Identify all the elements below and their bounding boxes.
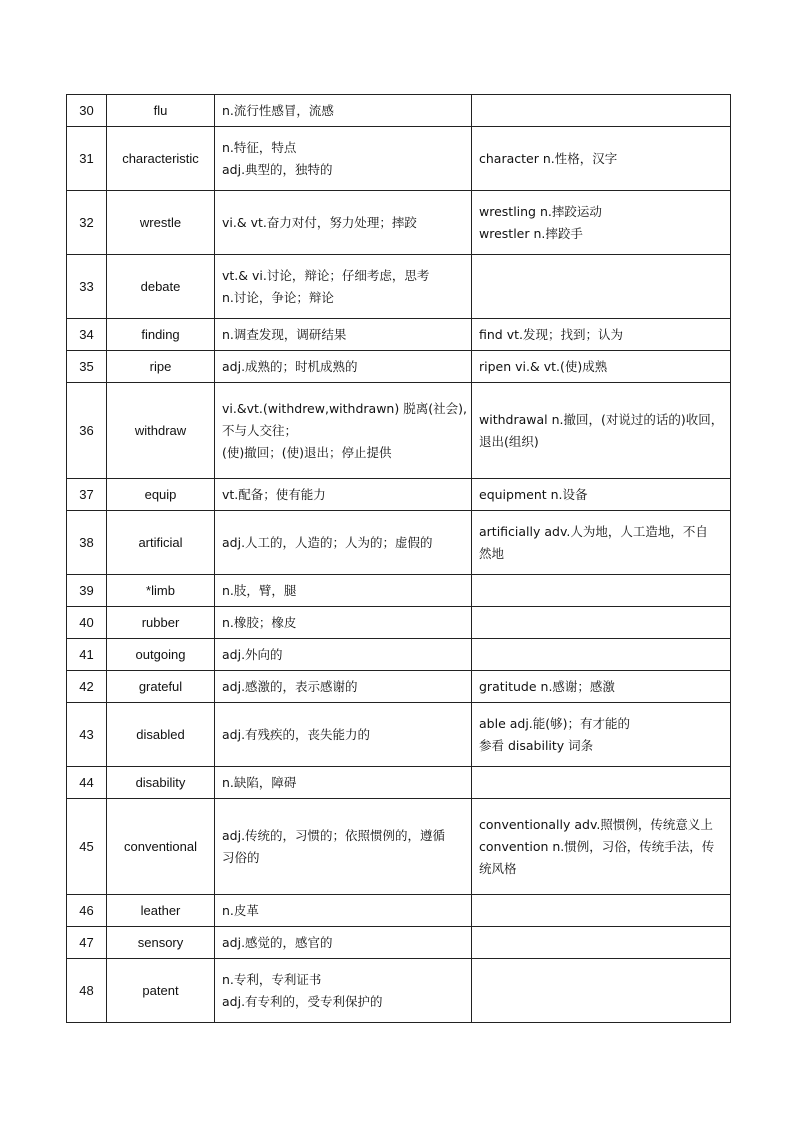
meaning-line: n.特征，特点 bbox=[222, 139, 297, 155]
table-row bbox=[67, 511, 731, 575]
related-words bbox=[472, 95, 731, 127]
related-line: find vt.发现；找到；认为 bbox=[479, 326, 623, 342]
related-line: wrestling n.摔跤运动 bbox=[479, 203, 602, 219]
word-meaning bbox=[215, 671, 472, 703]
table-row bbox=[67, 927, 731, 959]
related-words bbox=[472, 479, 731, 511]
related-words bbox=[472, 671, 731, 703]
table-row bbox=[67, 703, 731, 767]
table-row bbox=[67, 671, 731, 703]
meaning-line: (使)撤回；(使)退出；停止提供 bbox=[222, 444, 392, 460]
table-row bbox=[67, 255, 731, 319]
meaning-line: adj.有残疾的，丧失能力的 bbox=[222, 726, 371, 742]
table-row bbox=[67, 895, 731, 927]
table-row bbox=[67, 799, 731, 895]
meaning-line: 习俗的 bbox=[222, 849, 260, 865]
word-meaning bbox=[215, 351, 472, 383]
vocab-word: finding bbox=[107, 319, 215, 351]
word-meaning bbox=[215, 575, 472, 607]
vocab-word: disabled bbox=[107, 703, 215, 767]
meaning-line: adj.典型的，独特的 bbox=[222, 161, 333, 177]
row-number: 43 bbox=[67, 703, 107, 767]
meaning-line: n.专利，专利证书 bbox=[222, 971, 322, 987]
related-line: ripen vi.& vt.(使)成熟 bbox=[479, 358, 608, 374]
row-number: 30 bbox=[67, 95, 107, 127]
meaning-line: vt.& vi.讨论，辩论；仔细考虑，思考 bbox=[222, 267, 430, 283]
row-number: 48 bbox=[67, 959, 107, 1023]
row-number: 45 bbox=[67, 799, 107, 895]
related-line: gratitude n.感谢；感激 bbox=[479, 678, 615, 694]
word-meaning bbox=[215, 703, 472, 767]
word-meaning bbox=[215, 639, 472, 671]
table-row bbox=[67, 575, 731, 607]
vocab-word: grateful bbox=[107, 671, 215, 703]
row-number: 42 bbox=[67, 671, 107, 703]
vocab-word: sensory bbox=[107, 927, 215, 959]
vocab-word: rubber bbox=[107, 607, 215, 639]
meaning-line: adj.感激的，表示感谢的 bbox=[222, 678, 358, 694]
row-number: 36 bbox=[67, 383, 107, 479]
word-meaning bbox=[215, 799, 472, 895]
vocab-word: artificial bbox=[107, 511, 215, 575]
word-meaning bbox=[215, 607, 472, 639]
related-line: able adj.能(够)；有才能的 bbox=[479, 715, 631, 731]
meaning-line: n.橡胶；橡皮 bbox=[222, 614, 297, 630]
meaning-line: vi.& vt.奋力对付，努力处理；摔跤 bbox=[222, 214, 417, 230]
vocab-word: conventional bbox=[107, 799, 215, 895]
related-words bbox=[472, 639, 731, 671]
meaning-line: adj.人工的，人造的；人为的；虚假的 bbox=[222, 534, 433, 550]
related-words bbox=[472, 959, 731, 1023]
row-number: 38 bbox=[67, 511, 107, 575]
vocab-word: equip bbox=[107, 479, 215, 511]
word-meaning bbox=[215, 191, 472, 255]
related-line: equipment n.设备 bbox=[479, 486, 588, 502]
table-row bbox=[67, 639, 731, 671]
meaning-line: n.调查发现，调研结果 bbox=[222, 326, 347, 342]
table-row bbox=[67, 607, 731, 639]
row-number: 46 bbox=[67, 895, 107, 927]
vocab-word: characteristic bbox=[107, 127, 215, 191]
related-words bbox=[472, 255, 731, 319]
vocab-word: debate bbox=[107, 255, 215, 319]
table-row bbox=[67, 351, 731, 383]
vocab-word: ripe bbox=[107, 351, 215, 383]
meaning-line: adj.有专利的，受专利保护的 bbox=[222, 993, 383, 1009]
meaning-line: adj.感觉的，感官的 bbox=[222, 934, 333, 950]
table-row bbox=[67, 479, 731, 511]
related-line: 退出(组织) bbox=[479, 433, 539, 449]
meaning-line: adj.成熟的；时机成熟的 bbox=[222, 358, 358, 374]
related-words bbox=[472, 127, 731, 191]
related-words bbox=[472, 511, 731, 575]
vocab-word: *limb bbox=[107, 575, 215, 607]
related-words bbox=[472, 383, 731, 479]
vocabulary-table bbox=[66, 94, 731, 1023]
word-meaning bbox=[215, 959, 472, 1023]
meaning-line: n.流行性感冒，流感 bbox=[222, 102, 334, 118]
row-number: 33 bbox=[67, 255, 107, 319]
word-meaning bbox=[215, 479, 472, 511]
word-meaning bbox=[215, 511, 472, 575]
related-words bbox=[472, 191, 731, 255]
related-words bbox=[472, 767, 731, 799]
related-words bbox=[472, 575, 731, 607]
vocab-word: leather bbox=[107, 895, 215, 927]
meaning-line: n.讨论，争论；辩论 bbox=[222, 289, 334, 305]
table-row bbox=[67, 95, 731, 127]
vocabulary-table-body bbox=[67, 95, 731, 1023]
meaning-line: adj.传统的，习惯的；依照惯例的，遵循 bbox=[222, 827, 446, 843]
related-line: conventionally adv.照惯例，传统意义上 bbox=[479, 816, 713, 832]
related-words bbox=[472, 607, 731, 639]
meaning-line: n.缺陷，障碍 bbox=[222, 774, 297, 790]
related-line: 参看 disability 词条 bbox=[479, 737, 594, 753]
word-meaning bbox=[215, 927, 472, 959]
word-meaning bbox=[215, 895, 472, 927]
vocab-word: disability bbox=[107, 767, 215, 799]
row-number: 44 bbox=[67, 767, 107, 799]
vocab-word: wrestle bbox=[107, 191, 215, 255]
row-number: 35 bbox=[67, 351, 107, 383]
table-row bbox=[67, 959, 731, 1023]
table-row bbox=[67, 767, 731, 799]
table-row bbox=[67, 191, 731, 255]
word-meaning bbox=[215, 255, 472, 319]
word-meaning bbox=[215, 767, 472, 799]
row-number: 32 bbox=[67, 191, 107, 255]
related-words bbox=[472, 703, 731, 767]
meaning-line: adj.外向的 bbox=[222, 646, 283, 662]
row-number: 39 bbox=[67, 575, 107, 607]
meaning-line: n.肢，臂，腿 bbox=[222, 582, 297, 598]
related-line: artificially adv.人为地，人工造地，不自 bbox=[479, 523, 708, 539]
related-line: 然地 bbox=[479, 545, 505, 561]
word-meaning bbox=[215, 319, 472, 351]
related-line: 统风格 bbox=[479, 860, 517, 876]
meaning-line: vt.配备；使有能力 bbox=[222, 486, 326, 502]
vocab-word: withdraw bbox=[107, 383, 215, 479]
related-line: convention n.惯例，习俗，传统手法，传 bbox=[479, 838, 715, 854]
table-row bbox=[67, 319, 731, 351]
row-number: 31 bbox=[67, 127, 107, 191]
vocab-word: patent bbox=[107, 959, 215, 1023]
meaning-line: n.皮革 bbox=[222, 902, 259, 918]
row-number: 41 bbox=[67, 639, 107, 671]
related-words bbox=[472, 799, 731, 895]
vocab-word: flu bbox=[107, 95, 215, 127]
word-meaning bbox=[215, 383, 472, 479]
related-words bbox=[472, 895, 731, 927]
meaning-line: vi.&vt.(withdrew,withdrawn) 脱离(社会), bbox=[222, 400, 467, 416]
row-number: 40 bbox=[67, 607, 107, 639]
row-number: 34 bbox=[67, 319, 107, 351]
related-words bbox=[472, 319, 731, 351]
related-line: character n.性格，汉字 bbox=[479, 150, 618, 166]
table-row bbox=[67, 127, 731, 191]
related-line: wrestler n.摔跤手 bbox=[479, 225, 583, 241]
table-row bbox=[67, 383, 731, 479]
word-meaning bbox=[215, 127, 472, 191]
meaning-line: 不与人交往； bbox=[222, 422, 298, 438]
related-words bbox=[472, 351, 731, 383]
related-words bbox=[472, 927, 731, 959]
word-meaning bbox=[215, 95, 472, 127]
row-number: 47 bbox=[67, 927, 107, 959]
vocab-word: outgoing bbox=[107, 639, 215, 671]
related-line: withdrawal n.撤回，(对说过的话的)收回， bbox=[479, 411, 724, 427]
row-number: 37 bbox=[67, 479, 107, 511]
